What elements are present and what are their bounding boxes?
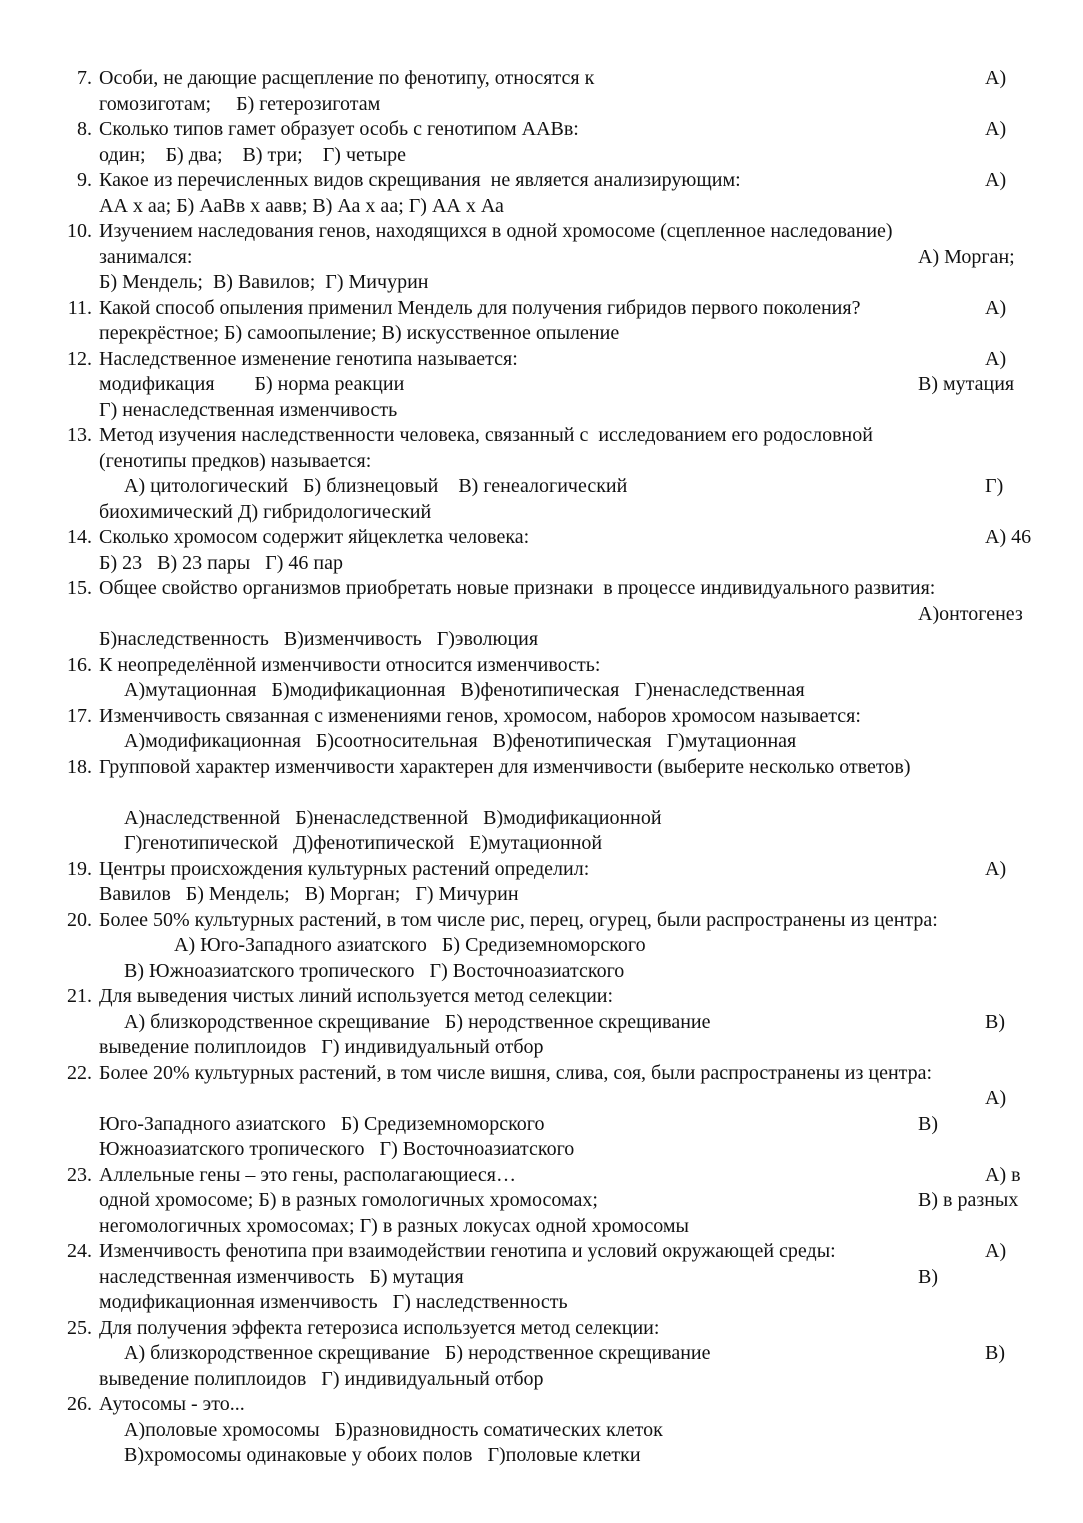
question-number: 9. (77, 169, 92, 191)
answer-line: Б)наследственность В)изменчивость Г)эволюция (99, 628, 539, 650)
question-number: 22. (67, 1061, 92, 1084)
question-text: Наследственное изменение генотипа называется: (99, 347, 518, 370)
question-text: Аутосомы - это... (99, 1393, 245, 1415)
answer-option-right: Г) (985, 475, 1004, 497)
answer-line: Б) 23 В) 23 пары Г) 46 пар (99, 551, 343, 574)
answer-line: А) Юго-Западного азиатского Б) Средиземноморского (99, 934, 646, 956)
question-number: 23. (67, 1163, 92, 1186)
answer-option-right: А) 46 (985, 526, 1032, 548)
answer-line: А)мутационная Б)модификационная В)фенотипическая Г)ненаследственная (99, 679, 805, 701)
question-number: 8. (77, 118, 92, 140)
answer-line: Вавилов Б) Мендель; В) Морган; Г) Мичурин (99, 883, 519, 905)
answer-line: А) близкородственное скрещивание Б) неродственное скрещивание (99, 1010, 711, 1033)
question-text: Особи, не дающие расщепление по фенотипу, относятся к (99, 67, 595, 89)
question-text: Аллельные гены – это гены, располагающиеся… (99, 1163, 517, 1186)
question-text: Метод изучения наследственности человека, связанный с исследованием его родословной (99, 424, 873, 446)
answer-line: модификация Б) норма реакции (99, 373, 405, 395)
answer-option-right: А) (985, 1087, 1007, 1109)
question-text: Групповой характер изменчивости характерен для изменчивости (выберите несколько ответов) (99, 755, 911, 778)
answer-line: занимался: (99, 245, 193, 268)
answer-option-right: А) (985, 169, 1007, 191)
question-number: 13. (67, 424, 92, 446)
answer-line: В) Южноазиатского тропического Г) Восточноазиатского (99, 959, 625, 982)
question-number: 21. (67, 985, 92, 1007)
question-text: Сколько типов гамет образует особь с генотипом ААВв: (99, 118, 579, 140)
answer-line: Юго-Западного азиатского Б) Средиземноморского (99, 1112, 545, 1135)
question-number: 24. (67, 1240, 92, 1262)
question-number: 17. (67, 704, 92, 727)
answer-line: А)модификационная Б)соотносительная В)фенотипическая Г)мутационная (99, 730, 797, 752)
answer-line: А) цитологический Б) близнецовый В) генеалогический (99, 475, 628, 497)
answer-line: А)наследственной Б)ненаследственной В)модификационной (99, 806, 662, 829)
question-number: 19. (67, 857, 92, 880)
question-text: Какое из перечисленных видов скрещивания не является анализирующим: (99, 169, 741, 191)
answer-line: один; Б) два; В) три; Г) четыре (99, 143, 406, 166)
question-text: Для выведения чистых линий используется метод селекции: (99, 985, 614, 1007)
answer-line: одной хромосоме; Б) в разных гомологичных хромосомах; (99, 1189, 598, 1211)
answer-option-right: А) Морган; (918, 245, 1015, 268)
answer-option-right: А) (985, 1240, 1007, 1262)
question-number: 15. (67, 577, 92, 599)
question-text: Центры происхождения культурных растений определил: (99, 857, 590, 880)
answer-line: (генотипы предков) называется: (99, 449, 372, 472)
question-number: 26. (67, 1393, 92, 1415)
question-number: 25. (67, 1316, 92, 1339)
answer-option-right: А) (985, 67, 1007, 89)
answer-option-right: А) (985, 296, 1007, 319)
answer-option-right: В) (985, 1010, 1005, 1033)
answer-line: Г) ненаследственная изменчивость (99, 398, 398, 421)
question-number: 20. (67, 908, 92, 931)
answer-line: перекрёстное; Б) самоопыление; В) искусственное опыление (99, 322, 620, 344)
answer-line: Б) Мендель; В) Вавилов; Г) Мичурин (99, 271, 429, 293)
answer-option-right: А) (985, 347, 1007, 370)
question-number: 11. (67, 296, 92, 319)
answer-line: А) близкородственное скрещивание Б) неродственное скрещивание (99, 1342, 711, 1364)
question-text: Для получения эффекта гетерозиса используется метод селекции: (99, 1316, 660, 1339)
question-text: Изучением наследования генов, находящихся в одной хромосоме (сцепленное наследование) (99, 220, 893, 242)
answer-option-right: А)онтогенез (918, 602, 1023, 625)
answer-line: Южноазиатского тропического Г) Восточноазиатского (99, 1138, 575, 1160)
answer-option-right: В) мутация (918, 373, 1015, 395)
answer-option-right: В) (918, 1265, 938, 1288)
question-number: 18. (67, 755, 92, 778)
question-text: Изменчивость фенотипа при взаимодействии генотипа и условий окружающей среды: (99, 1240, 836, 1262)
answer-option-right: А) (985, 118, 1007, 140)
answer-option-right: А) (985, 857, 1007, 880)
answer-option-right: В) в разных (918, 1189, 1019, 1211)
answer-line: АА х аа; Б) АаВв х аавв; В) Аа х аа; Г) АА х Аа (99, 194, 504, 217)
question-number: 7. (77, 67, 92, 89)
question-number: 10. (67, 220, 92, 242)
question-text: Какой способ опыления применил Мендель для получения гибридов первого поколения? (99, 296, 861, 319)
question-text: Общее свойство организмов приобретать новые признаки в процессе индивидуального развития: (99, 577, 936, 599)
answer-line: биохимический Д) гибридологический (99, 500, 432, 523)
question-number: 16. (67, 653, 92, 676)
answer-line: выведение полиплоидов Г) индивидуальный отбор (99, 1367, 544, 1390)
answer-line: Г)генотипической Д)фенотипической Е)мутационной (99, 832, 603, 854)
answer-option-right: А) в (985, 1163, 1021, 1186)
question-number: 12. (67, 347, 92, 370)
answer-option-right: В) (918, 1112, 938, 1135)
answer-option-right: В) (985, 1342, 1005, 1364)
question-text: Сколько хромосом содержит яйцеклетка человека: (99, 526, 530, 548)
question-text: Более 20% культурных растений, в том числе вишня, слива, соя, были распространены из центра: (99, 1061, 933, 1084)
answer-line: гомозиготам; Б) гетерозиготам (99, 92, 381, 115)
answer-line: наследственная изменчивость Б) мутация (99, 1265, 464, 1288)
answer-line: модификационная изменчивость Г) наследственность (99, 1291, 568, 1313)
question-text: Более 50% культурных растений, в том числе рис, перец, огурец, были распространены из центра: (99, 908, 938, 931)
answer-line: выведение полиплоидов Г) индивидуальный отбор (99, 1036, 544, 1058)
question-text: Изменчивость связанная с изменениями генов, хромосом, наборов хромосом называется: (99, 704, 861, 727)
answer-line: А)половые хромосомы Б)разновидность соматических клеток (99, 1418, 663, 1441)
answer-line: В)хромосомы одинаковые у обоих полов Г)половые клетки (99, 1444, 641, 1466)
answer-line: негомологичных хромосомах; Г) в разных локусах одной хромосомы (99, 1214, 689, 1237)
question-number: 14. (67, 526, 92, 548)
question-text: К неопределённой изменчивости относится изменчивость: (99, 653, 601, 676)
